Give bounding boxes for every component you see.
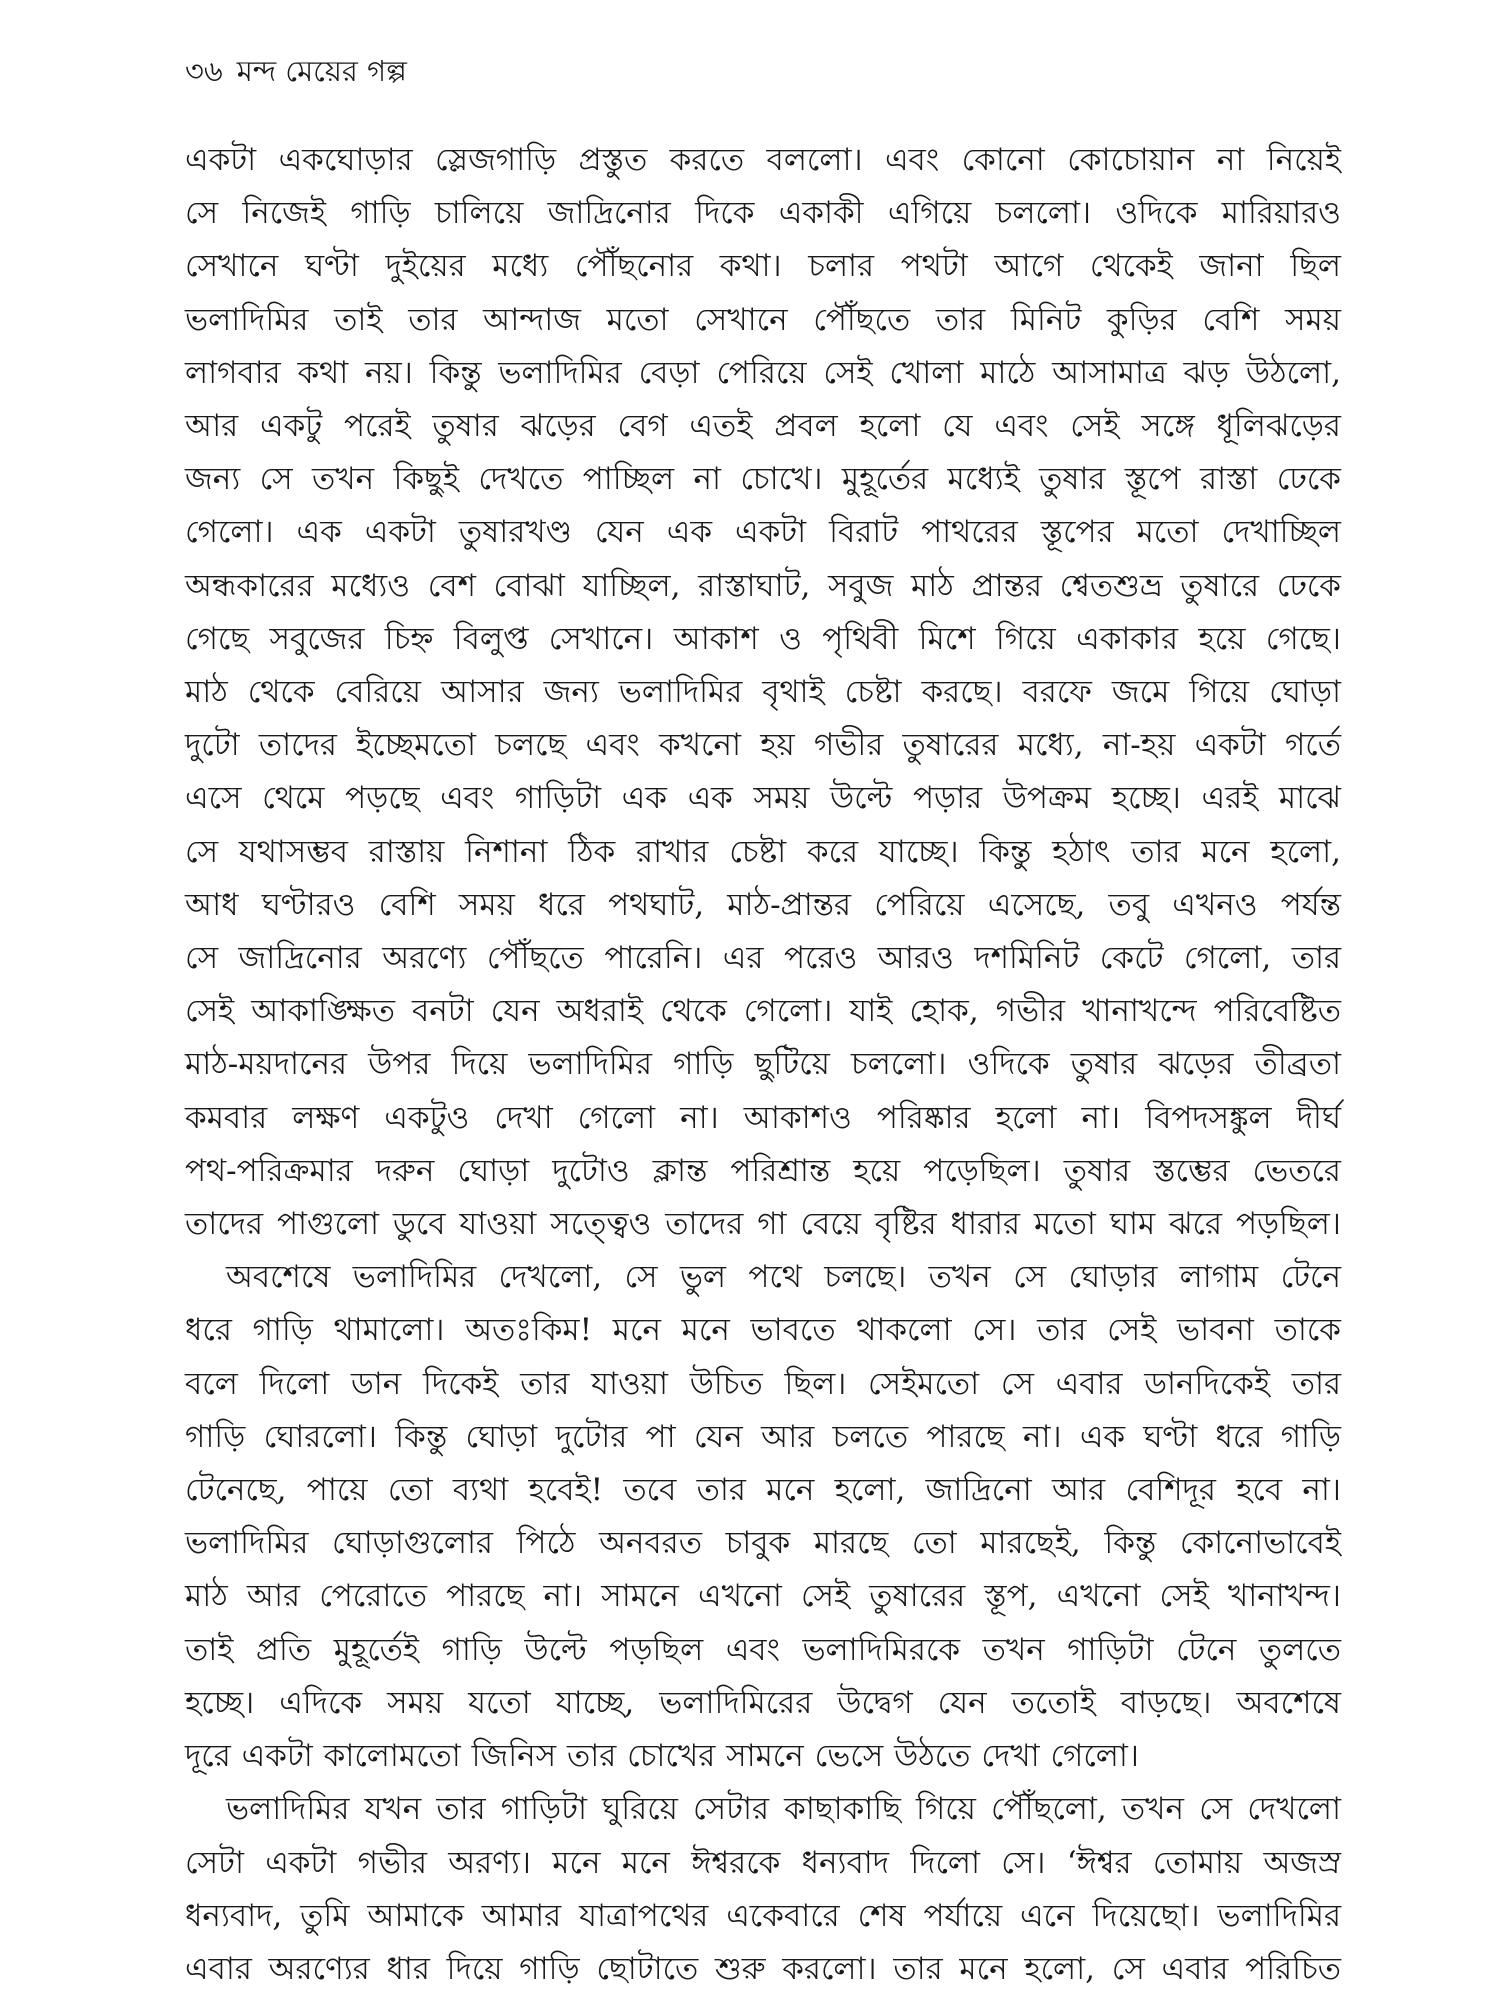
text-line: বলে দিলো ডান দিকেই তার যাওয়া উচিত ছিল। সেইমতো সে এবার ডানদিকেই তার [185,1365,1341,1402]
text-line: আর একটু পরেই তুষার ঝড়ের বেগ এতই প্রবল হলো যে এবং সেই সঙ্গে ধূলিঝড়ের [185,408,1341,445]
text-line: গেছে সবুজের চিহ্ন বিলুপ্ত সেখানে। আকাশ ও পৃথিবী মিশে গিয়ে একাকার হয়ে গেছে। [185,620,1341,657]
text-line: তাই প্রতি মুহূর্তেই গাড়ি উল্টে পড়ছিল এবং ভলাদিমিরকে তখন গাড়িটা টেনে তুলতে [185,1631,1341,1668]
text-line: অবশেষে ভলাদিমির দেখলো, সে ভুল পথে চলছে। তখন সে ঘোড়ার লাগাম টেনে [226,1259,1341,1296]
text-line: কমবার লক্ষণ একটুও দেখা গেলো না। আকাশও পরিষ্কার হলো না। বিপদসঙ্কুল দীর্ঘ [185,1099,1341,1136]
running-header [185,50,407,92]
text-line: গেলো। এক একটা তুষারখণ্ড যেন এক একটা বিরাট পাথরের স্তূপের মতো দেখাচ্ছিল [185,514,1341,551]
paragraph-2 [185,1251,1341,1783]
text-line: তাদের পাগুলো ডুবে যাওয়া সত্ত্বেও তাদের গা বেয়ে বৃষ্টির ধারার মতো ঘাম ঝরে পড়ছিল। [185,1206,1341,1243]
text-line: ভলাদিমির যখন তার গাড়িটা ঘুরিয়ে সেটার কাছাকাছি গিয়ে পৌঁছলো, তখন সে দেখলো [226,1791,1341,1828]
text-line: মাঠ-ময়দানের উপর দিয়ে ভলাদিমির গাড়ি ছুটিয়ে চললো। ওদিকে তুষার ঝড়ের তীব্রতা [185,1046,1341,1083]
text-line: এসে থেমে পড়ছে এবং গাড়িটা এক এক সময় উল্টে পড়ার উপক্রম হচ্ছে। এরই মাঝে [185,780,1341,817]
text-line: পথ-পরিক্রমার দরুন ঘোড়া দুটোও ক্লান্ত পরিশ্রান্ত হয়ে পড়েছিল। তুষার স্তম্ভের ভেতরে [185,1152,1341,1189]
text-line: একটা একঘোড়ার স্লেজগাড়ি প্রস্তুত করতে বললো। এবং কোনো কোচোয়ান না নিয়েই [185,142,1341,178]
text-line: ভলাদিমির ঘোড়াগুলোর পিঠে অনবরত চাবুক মারছে তো মারছেই, কিন্তু কোনোভাবেই [185,1525,1341,1562]
text-line: ভলাদিমির তাই তার আন্দাজ মতো সেখানে পৌঁছতে তার মিনিট কুড়ির বেশি সময় [185,301,1341,338]
text-line: অন্ধকারের মধ্যেও বেশ বোঝা যাচ্ছিল, রাস্তাঘাট, সবুজ মাঠ প্রান্তর শ্বেতশুভ্র তুষারে ঢেকে [185,567,1341,604]
text-line: এবার অরণ্যের ধার দিয়ে গাড়ি ছোটাতে শুরু করলো। তার মনে হলো, সে এবার পরিচিত [185,1950,1341,1987]
page-number: ৩৬ [185,54,223,88]
text-line: মাঠ থেকে বেরিয়ে আসার জন্য ভলাদিমির বৃথাই চেষ্টা করছে। বরফে জমে গিয়ে ঘোড়া [185,674,1341,711]
book-title: মন্দ মেয়ের গল্প [236,54,407,88]
text-line: গাড়ি ঘোরলো। কিন্তু ঘোড়া দুটোর পা যেন আর চলতে পারছে না। এক ঘণ্টা ধরে গাড়ি [185,1418,1341,1455]
paragraph-1 [185,134,1341,1251]
text-line: সেটা একটা গভীর অরণ্য। মনে মনে ঈশ্বরকে ধন্যবাদ দিলো সে। ‘ঈশ্বর তোমায় অজস্র [185,1844,1341,1881]
text-line: ধন্যবাদ, তুমি আমাকে আমার যাত্রাপথের একেবারে শেষ পর্যায়ে এনে দিয়েছো। ভলাদিমির [185,1897,1341,1934]
text-line: দূরে একটা কালোমতো জিনিস তার চোখের সামনে ভেসে উঠতে দেখা গেলো। [185,1738,1139,1775]
paragraph-3 [185,1783,1341,1996]
text-line: সে নিজেই গাড়ি চালিয়ে জাদ্রিনোর দিকে একাকী এগিয়ে চললো। ওদিকে মারিয়ারও [185,195,1341,232]
text-line: ধরে গাড়ি থামালো। অতঃকিম! মনে মনে ভাবতে থাকলো সে। তার সেই ভাবনা তাকে [185,1312,1341,1349]
text-line: সেখানে ঘণ্টা দুইয়ের মধ্যে পৌঁছনোর কথা। চলার পথটা আগে থেকেই জানা ছিল [185,248,1341,285]
body-text [185,134,1341,1996]
text-line: সেই আকাঙ্ক্ষিত বনটা যেন অধরাই থেকে গেলো। যাই হোক, গভীর খানাখন্দে পরিবেষ্টিত [185,993,1341,1030]
text-line: হচ্ছে। এদিকে সময় যতো যাচ্ছে, ভলাদিমিরের উদ্বেগ যেন ততোই বাড়ছে। অবশেষে [185,1684,1341,1721]
text-line: লাগবার কথা নয়। কিন্তু ভলাদিমির বেড়া পেরিয়ে সেই খোলা মাঠে আসামাত্র ঝড় উঠলো, [185,354,1341,391]
text-line: সে যথাসম্ভব রাস্তায় নিশানা ঠিক রাখার চেষ্টা করে যাচ্ছে। কিন্তু হঠাৎ তার মনে হলো, [185,833,1341,870]
text-line: দুটো তাদের ইচ্ছেমতো চলছে এবং কখনো হয় গভীর তুষারের মধ্যে, না-হয় একটা গর্তে [185,727,1341,764]
text-line: টেনেছে, পায়ে তো ব্যথা হবেই! তবে তার মনে হলো, জাদ্রিনো আর বেশিদূর হবে না। [185,1472,1341,1509]
text-line: আধ ঘণ্টারও বেশি সময় ধরে পথঘাট, মাঠ-প্রান্তর পেরিয়ে এসেছে, তবু এখনও পর্যন্ত [185,886,1341,923]
text-line: মাঠ আর পেরোতে পারছে না। সামনে এখনো সেই তুষারের স্তূপ, এখনো সেই খানাখন্দ। [185,1578,1341,1615]
text-line: জন্য সে তখন কিছুই দেখতে পাচ্ছিল না চোখে। মুহূর্তের মধ্যেই তুষার স্তূপে রাস্তা ঢেকে [185,461,1341,498]
text-line: সে জাদ্রিনোর অরণ্যে পৌঁছতে পারেনি। এর পরেও আরও দশমিনিট কেটে গেলো, তার [185,940,1341,977]
